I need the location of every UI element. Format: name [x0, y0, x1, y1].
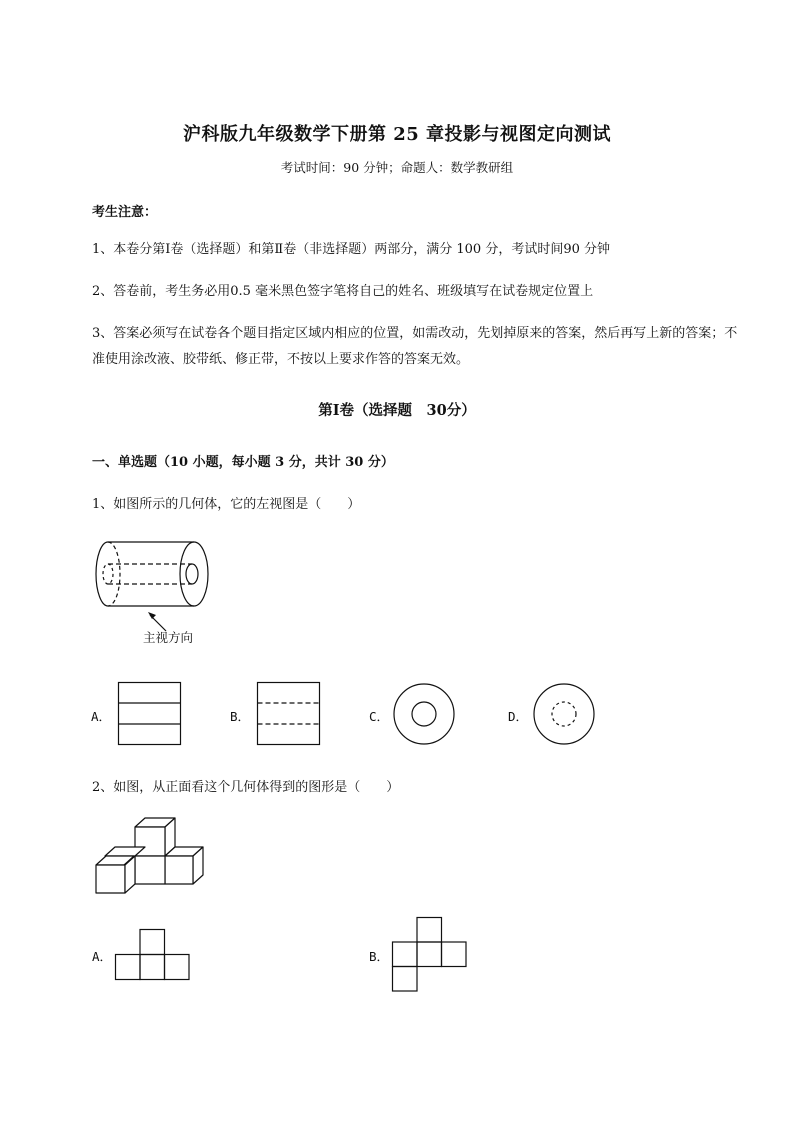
q1-option-d-label[interactable]: D．	[508, 709, 529, 724]
notice-item-3: 3、答案必须写在试卷各个题目指定区域内相应的位置，如需改动，先划掉原来的答案，然后再写上新的答案；不准使用涂改液、胶带纸、修正带，不按以上要求作答的答案无效。	[92, 326, 738, 367]
question-2-solid-figure	[95, 817, 207, 897]
q1-option-c-label[interactable]: C．	[369, 709, 390, 724]
q1-option-b-figure[interactable]	[257, 682, 321, 746]
view-direction-caption: 主视方向	[143, 630, 194, 645]
part-title: 一、单选题（10 小题，每小题 3 分，共计 30 分）	[92, 455, 394, 470]
notice-item-2: 2、答卷前，考生务必用0.5 毫米黑色签字笔将自己的姓名、班级填写在试卷规定位置上	[92, 284, 594, 299]
page-title: 沪科版九年级数学下册第 25 章投影与视图定向测试	[182, 124, 612, 145]
q2-option-b-label[interactable]: B．	[369, 949, 390, 964]
q2-option-b-figure[interactable]	[392, 917, 468, 993]
q1-option-c-figure[interactable]	[393, 683, 455, 745]
question-2-stem: 2、如图，从正面看这个几何体得到的图形是（ ）	[92, 780, 400, 795]
exam-info: 考试时间：90 分钟；命题人：数学教研组	[280, 160, 514, 175]
q1-option-a-label[interactable]: A．	[91, 709, 112, 724]
q1-option-d-figure[interactable]	[533, 683, 595, 745]
notice-heading: 考生注意：	[92, 205, 158, 220]
q1-option-a-figure[interactable]	[118, 682, 182, 746]
section-title: 第Ⅰ卷（选择题 30分）	[318, 402, 476, 419]
notice-item-1: 1、本卷分第Ⅰ卷（选择题）和第Ⅱ卷（非选择题）两部分，满分 100 分，考试时间90 分钟	[92, 242, 610, 257]
q1-option-b-label[interactable]: B．	[230, 709, 251, 724]
question-1-stem: 1、如图所示的几何体，它的左视图是（ ）	[92, 497, 361, 512]
q2-option-a-label[interactable]: A．	[92, 949, 113, 964]
q2-option-a-figure[interactable]	[115, 929, 191, 980]
